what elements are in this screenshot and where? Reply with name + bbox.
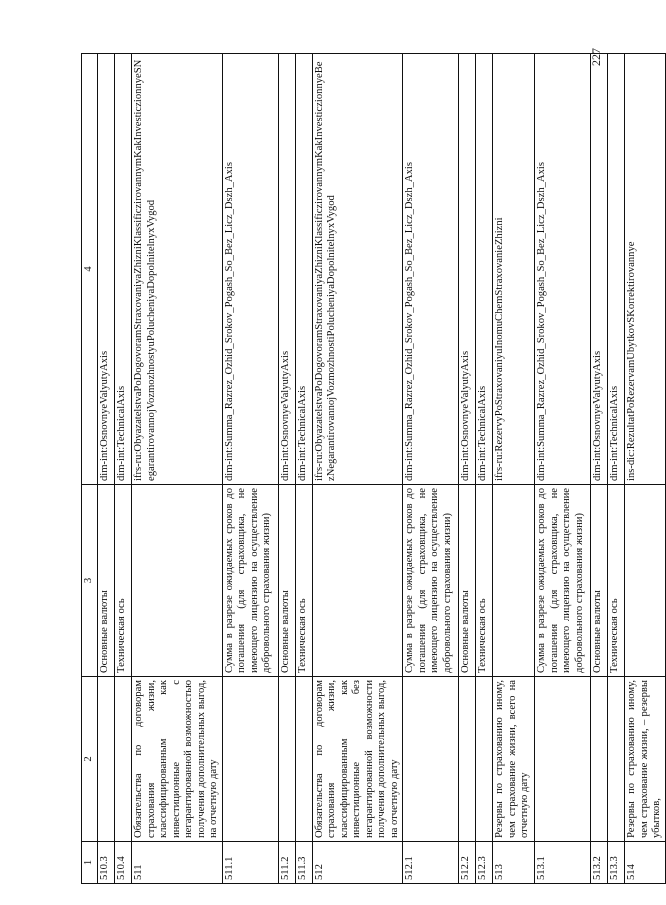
row-code: dim-int:Summa_Razrez_Ozhid_Srokov_Pogash_So_Bez_Licz_Dszh_Axis bbox=[535, 54, 591, 485]
row-id: 513.3 bbox=[608, 842, 625, 884]
row-code: dim-int:OsnovnyeValyutyAxis bbox=[98, 54, 115, 485]
table-row bbox=[591, 54, 608, 884]
row-id: 511.1 bbox=[222, 842, 278, 884]
row-code: dim-int:OsnovnyeValyutyAxis bbox=[591, 54, 608, 485]
row-code: dim-int:OsnovnyeValyutyAxis bbox=[278, 54, 295, 485]
row-name bbox=[591, 677, 608, 842]
row-id: 513.1 bbox=[535, 842, 591, 884]
table-row bbox=[278, 54, 295, 884]
row-id: 510.3 bbox=[98, 842, 115, 884]
row-id: 511.2 bbox=[278, 842, 295, 884]
row-label: Основные валюты bbox=[591, 485, 608, 677]
page-number: 227 bbox=[589, 48, 603, 66]
row-name bbox=[98, 677, 115, 842]
row-code: ifrs-ru:ObyazatelstvaPoDogovoramStraxovaniyaZhizniKlassificzirovannymKakInvesticzionnyeSNegarantirovannojVozmozhnostyuPolucheniyaDopolnitelnyxVygod bbox=[132, 54, 223, 485]
row-code: ins-dic:RezultatPoRezervamUbytkovSKorrektirovannye bbox=[625, 54, 666, 485]
table-row bbox=[98, 54, 115, 884]
row-id: 512.3 bbox=[476, 842, 493, 884]
table-row bbox=[295, 54, 312, 884]
row-label bbox=[312, 485, 403, 677]
table-row bbox=[535, 54, 591, 884]
row-id: 510.4 bbox=[115, 842, 132, 884]
header-col-3: 3 bbox=[82, 485, 98, 677]
header-col-4: 4 bbox=[82, 54, 98, 485]
row-label: Техническая ось bbox=[115, 485, 132, 677]
table-row bbox=[115, 54, 132, 884]
table-row bbox=[459, 54, 476, 884]
row-id: 513.2 bbox=[591, 842, 608, 884]
row-name: Резервы по страхованию иному, чем страхование жизни, всего на отчетную дату bbox=[493, 677, 535, 842]
table-row bbox=[625, 54, 666, 884]
header-col-2: 2 bbox=[82, 677, 98, 842]
table-row bbox=[132, 54, 223, 884]
row-code: dim-int:TechnicalAxis bbox=[115, 54, 132, 485]
table-row bbox=[403, 54, 459, 884]
data-table bbox=[81, 53, 666, 884]
header-col-1: 1 bbox=[82, 842, 98, 884]
row-code: dim-int:TechnicalAxis bbox=[295, 54, 312, 485]
row-label: Техническая ось bbox=[608, 485, 625, 677]
row-id: 512.2 bbox=[459, 842, 476, 884]
row-code: dim-int:Summa_Razrez_Ozhid_Srokov_Pogash_So_Bez_Licz_Dszh_Axis bbox=[403, 54, 459, 485]
table-row bbox=[608, 54, 625, 884]
row-code: ifrs-ru:ObyazatelstvaPoDogovoramStraxovaniyaZhizniKlassificzirovannymKakInvesticzionnyeBezNegarantirovannojVozmozhnostiPolucheniyaDopolnitelnyxVygod bbox=[312, 54, 403, 485]
row-name bbox=[278, 677, 295, 842]
row-id: 512.1 bbox=[403, 842, 459, 884]
row-label: Сумма в разрезе ожидаемых сроков до погашения (для страховщика, не имеющего лицензию на осуществление добровольного страхования жизни) bbox=[403, 485, 459, 677]
table-row bbox=[493, 54, 535, 884]
row-id: 513 bbox=[493, 842, 535, 884]
row-name: Обязательства по договорам страхования жизни, классифицированным как инвестиционные с негарантированной возможностью получения дополнительных выгод, на отчетную дату bbox=[132, 677, 223, 842]
table-header-row bbox=[82, 54, 98, 884]
row-label: Сумма в разрезе ожидаемых сроков до погашения (для страховщика, не имеющего лицензию на осуществление добровольного страхования жизни) bbox=[535, 485, 591, 677]
row-id: 514 bbox=[625, 842, 666, 884]
row-name bbox=[476, 677, 493, 842]
row-code: dim-int:TechnicalAxis bbox=[608, 54, 625, 485]
row-id: 511 bbox=[132, 842, 223, 884]
row-name bbox=[403, 677, 459, 842]
row-code: ifrs-ru:RezervyPoStraxovaniyuInomuChemStraxovanieZhizni bbox=[493, 54, 535, 485]
table-row bbox=[312, 54, 403, 884]
row-id: 512 bbox=[312, 842, 403, 884]
row-label bbox=[132, 485, 223, 677]
row-name: Обязательства по договорам страхования жизни, классифицированным как инвестиционные без негарантированной возможности получения дополнительных выгод, на отчетную дату bbox=[312, 677, 403, 842]
row-label bbox=[625, 485, 666, 677]
row-label bbox=[493, 485, 535, 677]
row-label: Основные валюты bbox=[459, 485, 476, 677]
row-label: Техническая ось bbox=[295, 485, 312, 677]
row-code: dim-int:TechnicalAxis bbox=[476, 54, 493, 485]
row-name bbox=[295, 677, 312, 842]
row-label: Основные валюты bbox=[98, 485, 115, 677]
row-label: Основные валюты bbox=[278, 485, 295, 677]
row-name bbox=[222, 677, 278, 842]
row-name bbox=[608, 677, 625, 842]
row-label: Техническая ось bbox=[476, 485, 493, 677]
row-name bbox=[535, 677, 591, 842]
row-id: 511.3 bbox=[295, 842, 312, 884]
row-name bbox=[459, 677, 476, 842]
row-code: dim-int:Summa_Razrez_Ozhid_Srokov_Pogash_So_Bez_Licz_Dszh_Axis bbox=[222, 54, 278, 485]
table-row bbox=[476, 54, 493, 884]
row-name: Резервы по страхованию иному, чем страхование жизни, – резервы убытков, bbox=[625, 677, 666, 842]
row-code: dim-int:OsnovnyeValyutyAxis bbox=[459, 54, 476, 485]
table-row bbox=[222, 54, 278, 884]
row-label: Сумма в разрезе ожидаемых сроков до погашения (для страховщика, не имеющего лицензию на осуществление добровольного страхования жизни) bbox=[222, 485, 278, 677]
row-name bbox=[115, 677, 132, 842]
